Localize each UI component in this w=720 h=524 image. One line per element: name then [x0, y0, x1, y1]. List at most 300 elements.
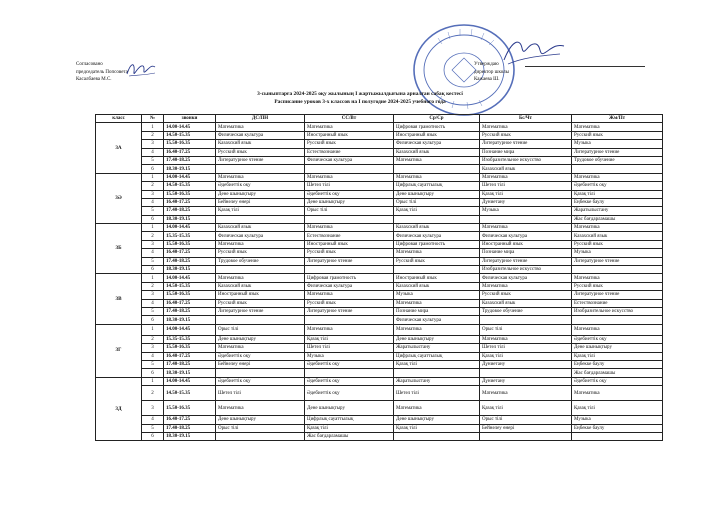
lesson-time-cell: 14.50-15.35: [164, 386, 216, 401]
subject-cell: Иностранный язык: [394, 131, 480, 139]
table-row: [96, 266, 663, 274]
lesson-time-cell: 17.40-18.25: [164, 207, 216, 215]
lesson-number-cell: 5: [142, 156, 164, 164]
subject-cell: [305, 316, 394, 324]
lesson-number-cell: 2: [142, 131, 164, 139]
table-row: [96, 148, 663, 156]
class-name-cell: 3Г: [96, 324, 142, 377]
subject-cell: Цифрлық сауаттылық: [394, 352, 480, 360]
subject-cell: Әдебиеттік оқу: [305, 360, 394, 368]
subject-cell: Русский язык: [480, 131, 572, 139]
lesson-time-cell: 14.00-14.45: [164, 224, 216, 232]
table-row: [96, 173, 663, 181]
lesson-time-cell: 17.40-18.25: [164, 307, 216, 315]
subject-cell: [394, 369, 480, 377]
subject-cell: Литературное чтение: [216, 156, 305, 164]
lesson-number-cell: 3: [142, 140, 164, 148]
subject-cell: Қазақ тілі: [480, 190, 572, 198]
subject-cell: Физическая культура: [216, 232, 305, 240]
subject-cell: Орыс тілі: [480, 324, 572, 335]
lesson-number-cell: 4: [142, 198, 164, 206]
subject-cell: Цифровая грамотность: [305, 274, 394, 282]
subject-cell: [572, 432, 663, 440]
subject-cell: Казахский язык: [480, 165, 572, 173]
subject-cell: Познание мира: [480, 249, 572, 257]
lesson-time-cell: 17.40-18.25: [164, 360, 216, 368]
table-row: [96, 207, 663, 215]
subject-cell: Математика: [394, 173, 480, 181]
lesson-time-cell: 15.35-15.35: [164, 232, 216, 240]
subject-cell: Физическая культура: [394, 232, 480, 240]
lesson-number-cell: 6: [142, 432, 164, 440]
subject-cell: Русский язык: [216, 148, 305, 156]
lesson-number-cell: 2: [142, 386, 164, 401]
lesson-time-cell: 14.50-15.35: [164, 182, 216, 190]
subject-cell: Әдебиеттік оқу: [305, 190, 394, 198]
subject-cell: Математика: [394, 156, 480, 164]
subject-cell: Әдебиеттік оқу: [216, 377, 305, 385]
title-kazakh: 3-сыныптарға 2024-2025 оқу жылының I жартыжылдығына арналған сабақ кестесі: [257, 91, 463, 97]
subject-cell: Математика: [480, 123, 572, 131]
subject-cell: [305, 165, 394, 173]
subject-cell: Цифровая грамотность: [394, 123, 480, 131]
lesson-number-cell: 4: [142, 249, 164, 257]
lesson-time-cell: 17.40-18.25: [164, 257, 216, 265]
class-name-cell: 3Д: [96, 377, 142, 441]
lesson-time-cell: 17.40-18.25: [164, 156, 216, 164]
table-row: [96, 291, 663, 299]
subject-cell: Музыка: [572, 249, 663, 257]
subject-cell: Математика: [480, 224, 572, 232]
lesson-time-cell: 15.50-16.35: [164, 240, 216, 248]
lesson-time-cell: 16.40-17.25: [164, 249, 216, 257]
subject-cell: Орыс тілі: [480, 416, 572, 424]
subject-cell: Казахский язык: [394, 282, 480, 290]
subject-cell: Бейнелеу өнері: [480, 424, 572, 432]
subject-cell: Математика: [216, 274, 305, 282]
table-row: [96, 232, 663, 240]
subject-cell: Әдебиеттік оқу: [572, 377, 663, 385]
lesson-time-cell: 16.40-17.25: [164, 352, 216, 360]
subject-cell: Музыка: [305, 352, 394, 360]
subject-cell: Математика: [572, 386, 663, 401]
subject-cell: Иностранный язык: [305, 240, 394, 248]
subject-cell: [572, 316, 663, 324]
table-row: [96, 131, 663, 139]
subject-cell: Дене шынықтыру: [305, 401, 394, 416]
table-row: [96, 360, 663, 368]
subject-cell: Дене шынықтыру: [572, 344, 663, 352]
subject-cell: [394, 266, 480, 274]
subject-cell: Шетел тілі: [216, 386, 305, 401]
lesson-time-cell: 15.50-16.35: [164, 291, 216, 299]
subject-cell: Русский язык: [394, 257, 480, 265]
lesson-number-cell: 4: [142, 352, 164, 360]
schedule-body: [96, 123, 663, 441]
subject-cell: Литературное чтение: [480, 140, 572, 148]
subject-cell: Русский язык: [216, 299, 305, 307]
table-row: [96, 240, 663, 248]
subject-cell: Математика: [305, 173, 394, 181]
lesson-number-cell: 5: [142, 257, 164, 265]
subject-cell: Бейнелеу өнері: [216, 198, 305, 206]
subject-cell: Қазақ тілі: [572, 401, 663, 416]
lesson-number-cell: 4: [142, 299, 164, 307]
subject-cell: Литературное чтение: [305, 307, 394, 315]
lesson-number-cell: 5: [142, 207, 164, 215]
table-row: [96, 369, 663, 377]
subject-cell: Шетел тілі: [305, 182, 394, 190]
header-class: класс: [96, 115, 142, 123]
subject-cell: Литературное чтение: [572, 257, 663, 265]
subject-cell: [394, 432, 480, 440]
lesson-time-cell: 18.30-19.15: [164, 215, 216, 223]
lesson-number-cell: 6: [142, 369, 164, 377]
subject-cell: Математика: [216, 173, 305, 181]
class-name-cell: 3В: [96, 274, 142, 324]
subject-cell: Литературное чтение: [305, 257, 394, 265]
lesson-number-cell: 3: [142, 190, 164, 198]
subject-cell: Дене шынықтыру: [394, 190, 480, 198]
lesson-time-cell: 18.30-19.15: [164, 369, 216, 377]
subject-cell: [305, 266, 394, 274]
subject-cell: Математика: [480, 386, 572, 401]
table-row: [96, 424, 663, 432]
subject-cell: Изобразительное искусство: [480, 266, 572, 274]
subject-cell: [216, 432, 305, 440]
subject-cell: Шетел тілі: [305, 344, 394, 352]
subject-cell: [305, 215, 394, 223]
subject-cell: Казахский язык: [480, 299, 572, 307]
subject-cell: Казахский язык: [394, 148, 480, 156]
table-row: [96, 299, 663, 307]
subject-cell: Математика: [480, 173, 572, 181]
subject-cell: Иностранный язык: [480, 240, 572, 248]
table-row: [96, 156, 663, 164]
subject-cell: Математика: [480, 282, 572, 290]
lesson-number-cell: 3: [142, 344, 164, 352]
subject-cell: Орыс тілі: [216, 324, 305, 335]
lesson-number-cell: 1: [142, 173, 164, 181]
subject-cell: Казахский язык: [216, 224, 305, 232]
subject-cell: Русский язык: [480, 291, 572, 299]
class-name-cell: 3А: [96, 123, 142, 173]
lesson-time-cell: 16.40-17.25: [164, 299, 216, 307]
table-row: [96, 307, 663, 315]
subject-cell: Естествознание: [305, 148, 394, 156]
subject-cell: Дүниетану: [480, 198, 572, 206]
subject-cell: [216, 369, 305, 377]
subject-cell: Математика: [305, 324, 394, 335]
lesson-time-cell: 14.00-14.45: [164, 123, 216, 131]
subject-cell: Цифрлық сауаттылық: [394, 182, 480, 190]
subject-cell: Математика: [394, 249, 480, 257]
table-row: [96, 432, 663, 440]
header-time: звонки: [164, 115, 216, 123]
header-wednesday: Ср/Ср: [394, 115, 480, 123]
subject-cell: Дене шынықтыру: [216, 335, 305, 343]
table-row: [96, 324, 663, 335]
subject-cell: Математика: [216, 123, 305, 131]
subject-cell: Дене шынықтыру: [216, 416, 305, 424]
subject-cell: Жас бағдарламашы: [572, 369, 663, 377]
subject-cell: Еңбекке баулу: [572, 360, 663, 368]
header-friday: Жм/Пт: [572, 115, 663, 123]
subject-cell: Иностранный язык: [305, 131, 394, 139]
lesson-number-cell: 3: [142, 291, 164, 299]
subject-cell: Физическая культура: [216, 131, 305, 139]
table-row: [96, 274, 663, 282]
lesson-number-cell: 5: [142, 360, 164, 368]
subject-cell: Орыс тілі: [216, 424, 305, 432]
subject-cell: Изобразительное искусство: [480, 156, 572, 164]
lesson-number-cell: 6: [142, 316, 164, 324]
subject-cell: Естествознание: [305, 232, 394, 240]
lesson-time-cell: 15.50-16.35: [164, 344, 216, 352]
lesson-number-cell: 1: [142, 377, 164, 385]
subject-cell: Цифровая грамотность: [394, 240, 480, 248]
subject-cell: Литературное чтение: [572, 291, 663, 299]
subject-cell: Дене шынықтыру: [394, 416, 480, 424]
subject-cell: Литературное чтение: [572, 148, 663, 156]
lesson-number-cell: 2: [142, 282, 164, 290]
subject-cell: Жас бағдарламашы: [305, 432, 394, 440]
subject-cell: Физическая культура: [305, 282, 394, 290]
subject-cell: Қазақ тілі: [305, 424, 394, 432]
lesson-time-cell: 14.50-15.35: [164, 282, 216, 290]
subject-cell: Әдебиеттік оқу: [305, 377, 394, 385]
lesson-number-cell: 3: [142, 240, 164, 248]
subject-cell: [480, 369, 572, 377]
header-monday: ДС/ПН: [216, 115, 305, 123]
subject-cell: Әдебиеттік оқу: [216, 182, 305, 190]
subject-cell: Орыс тілі: [394, 198, 480, 206]
subject-cell: [480, 432, 572, 440]
subject-cell: Қазақ тілі: [394, 360, 480, 368]
subject-cell: Математика: [216, 401, 305, 416]
table-row: [96, 215, 663, 223]
subject-cell: Математика: [394, 299, 480, 307]
subject-cell: Казахский язык: [216, 282, 305, 290]
lesson-time-cell: 18.30-19.15: [164, 266, 216, 274]
subject-cell: Познание мира: [394, 307, 480, 315]
subject-cell: Изобразительное искусство: [572, 307, 663, 315]
subject-cell: [480, 215, 572, 223]
subject-cell: Бейнелеу өнері: [216, 360, 305, 368]
subject-cell: Шетел тілі: [480, 344, 572, 352]
lesson-number-cell: 6: [142, 165, 164, 173]
subject-cell: Математика: [216, 344, 305, 352]
subject-cell: Познание мира: [480, 148, 572, 156]
subject-cell: Казахский язык: [216, 140, 305, 148]
subject-cell: Қазақ тілі: [480, 352, 572, 360]
subject-cell: Музыка: [394, 291, 480, 299]
lesson-time-cell: 16.40-17.25: [164, 148, 216, 156]
subject-cell: Қазақ тілі: [572, 352, 663, 360]
subject-cell: Иностранный язык: [394, 274, 480, 282]
table-row: [96, 182, 663, 190]
table-row: [96, 190, 663, 198]
subject-cell: Жаратылыстану: [572, 207, 663, 215]
lesson-time-cell: 14.00-14.45: [164, 377, 216, 385]
approved-line-2: директор школы: [474, 69, 509, 75]
subject-cell: Жаратылыстану: [394, 344, 480, 352]
subject-cell: Музыка: [480, 207, 572, 215]
subject-cell: Физическая культура: [480, 232, 572, 240]
subject-cell: Дүниетану: [480, 360, 572, 368]
subject-cell: [216, 165, 305, 173]
title-russian: Расписание уроков 3-х классов на I полугодие 2024-2025 учебного года: [274, 99, 446, 105]
table-row: [96, 282, 663, 290]
table-row: [96, 377, 663, 385]
subject-cell: Физическая культура: [394, 140, 480, 148]
subject-cell: Математика: [216, 240, 305, 248]
subject-cell: Русский язык: [216, 249, 305, 257]
subject-cell: [216, 266, 305, 274]
lesson-number-cell: 5: [142, 307, 164, 315]
subject-cell: [305, 369, 394, 377]
lesson-time-cell: 14.00-14.45: [164, 324, 216, 335]
table-row: [96, 352, 663, 360]
lesson-number-cell: 2: [142, 232, 164, 240]
subject-cell: Математика: [572, 274, 663, 282]
subject-cell: Физическая культура: [394, 316, 480, 324]
agreed-line-3: Касалбаева М.С.: [76, 77, 112, 82]
approved-line-3: Кажаева Ш.: [474, 77, 500, 82]
subject-cell: Еңбекке баулу: [572, 198, 663, 206]
table-row: [96, 386, 663, 401]
subject-cell: Трудовое обучение: [572, 156, 663, 164]
subject-cell: Физическая культура: [305, 156, 394, 164]
lesson-number-cell: 5: [142, 424, 164, 432]
header-num: №: [142, 115, 164, 123]
subject-cell: Русский язык: [305, 249, 394, 257]
lesson-time-cell: 18.30-19.15: [164, 432, 216, 440]
subject-cell: [394, 215, 480, 223]
lesson-number-cell: 3: [142, 401, 164, 416]
subject-cell: Физическая культура: [480, 274, 572, 282]
subject-cell: Қазақ тілі: [480, 401, 572, 416]
table-row: [96, 165, 663, 173]
subject-cell: Математика: [305, 123, 394, 131]
subject-cell: Дене шынықтыру: [394, 335, 480, 343]
subject-cell: Математика: [572, 224, 663, 232]
subject-cell: [572, 165, 663, 173]
subject-cell: Математика: [572, 173, 663, 181]
header-tuesday: СС/Вт: [305, 115, 394, 123]
lesson-time-cell: 14.50-15.35: [164, 131, 216, 139]
lesson-time-cell: 16.40-17.25: [164, 416, 216, 424]
subject-cell: Шетел тілі: [394, 386, 480, 401]
subject-cell: Русский язык: [305, 140, 394, 148]
lesson-number-cell: 1: [142, 274, 164, 282]
approved-line-1: Утверждаю: [474, 62, 499, 67]
class-name-cell: 3Б: [96, 224, 142, 274]
table-row: [96, 316, 663, 324]
table-row: [96, 401, 663, 416]
subject-cell: Русский язык: [305, 299, 394, 307]
lesson-number-cell: 1: [142, 324, 164, 335]
lesson-time-cell: 17.40-18.25: [164, 424, 216, 432]
agreed-line-2: председатель Попсовета: [76, 69, 128, 75]
approved-block: [474, 61, 509, 84]
subject-cell: Музыка: [572, 416, 663, 424]
subject-cell: Қазақ тілі: [572, 190, 663, 198]
subject-cell: Иностранный язык: [216, 291, 305, 299]
subject-cell: Математика: [394, 401, 480, 416]
signature-icon: [125, 58, 157, 80]
subject-cell: Математика: [572, 123, 663, 131]
table-row: [96, 249, 663, 257]
subject-cell: Қазақ тілі: [216, 207, 305, 215]
subject-cell: Дене шынықтыру: [216, 190, 305, 198]
subject-cell: Қазақ тілі: [394, 424, 480, 432]
subject-cell: Литературное чтение: [216, 307, 305, 315]
agreed-block: [76, 61, 128, 84]
subject-cell: Литературное чтение: [480, 257, 572, 265]
document-title: [150, 90, 570, 106]
subject-cell: Казахский язык: [394, 224, 480, 232]
lesson-number-cell: 2: [142, 335, 164, 343]
subject-cell: Русский язык: [572, 282, 663, 290]
lesson-number-cell: 1: [142, 123, 164, 131]
signature-line: [525, 66, 645, 67]
subject-cell: Трудовое обучение: [216, 257, 305, 265]
lesson-time-cell: 15.50-16.35: [164, 140, 216, 148]
lesson-time-cell: 15.35-15.35: [164, 335, 216, 343]
subject-cell: [480, 316, 572, 324]
lesson-number-cell: 4: [142, 416, 164, 424]
table-row: [96, 344, 663, 352]
subject-cell: Дене шынықтыру: [305, 198, 394, 206]
subject-cell: Шетел тілі: [480, 182, 572, 190]
subject-cell: Математика: [572, 324, 663, 335]
table-row: [96, 140, 663, 148]
subject-cell: Естествознание: [572, 299, 663, 307]
subject-cell: Қазақ тілі: [305, 335, 394, 343]
table-header-row: [96, 115, 663, 123]
subject-cell: Әдебиеттік оқу: [572, 182, 663, 190]
subject-cell: [394, 165, 480, 173]
subject-cell: Әдебиеттік оқу: [305, 386, 394, 401]
table-row: [96, 416, 663, 424]
lesson-time-cell: 15.50-16.35: [164, 190, 216, 198]
lesson-time-cell: 14.00-14.45: [164, 274, 216, 282]
lesson-number-cell: 1: [142, 224, 164, 232]
subject-cell: Трудовое обучение: [480, 307, 572, 315]
lesson-number-cell: 4: [142, 148, 164, 156]
subject-cell: [216, 215, 305, 223]
lesson-time-cell: 15.50-16.35: [164, 401, 216, 416]
table-row: [96, 123, 663, 131]
subject-cell: Русский язык: [572, 240, 663, 248]
class-name-cell: 3Ә: [96, 173, 142, 223]
subject-cell: [572, 266, 663, 274]
agreed-line-1: Согласовано: [76, 62, 103, 67]
subject-cell: Математика: [305, 291, 394, 299]
subject-cell: Математика: [305, 224, 394, 232]
table-row: [96, 335, 663, 343]
lesson-time-cell: 18.30-19.15: [164, 316, 216, 324]
subject-cell: Жас бағдарламашы: [572, 215, 663, 223]
subject-cell: Русский язык: [572, 131, 663, 139]
subject-cell: Казахский язык: [572, 232, 663, 240]
subject-cell: Музыка: [572, 140, 663, 148]
subject-cell: Математика: [394, 324, 480, 335]
subject-cell: Орыс тілі: [305, 207, 394, 215]
subject-cell: Математика: [480, 335, 572, 343]
schedule-table: [95, 114, 663, 441]
